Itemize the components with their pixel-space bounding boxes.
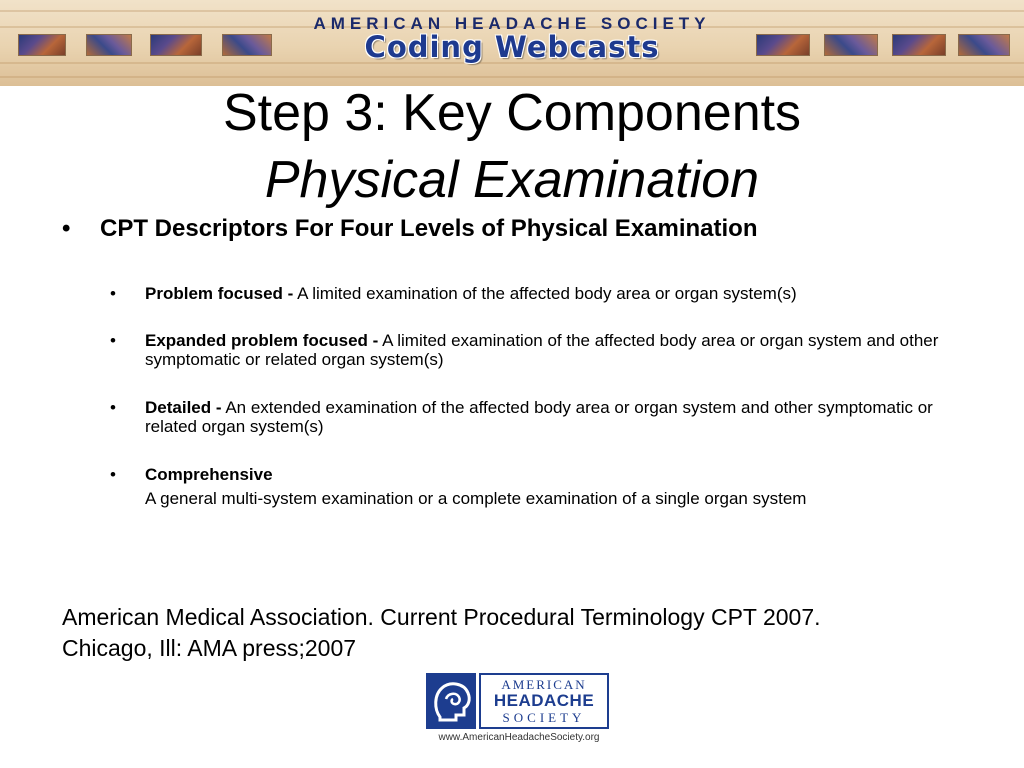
list-item-term: Expanded problem focused - [145, 331, 379, 350]
banner-title: Coding Webcasts [364, 30, 660, 64]
header-banner [0, 0, 1024, 86]
list-item-desc: A general multi-system examination or a complete examination of a single organ system [145, 489, 807, 508]
list-item-desc: A limited examination of the affected body area or organ system(s) [297, 284, 797, 303]
main-bullet-text: CPT Descriptors For Four Levels of Physical Examination [100, 215, 758, 242]
list-item-desc: An extended examination of the affected body area or organ system and other symptomatic or related organ system(s) [145, 398, 933, 436]
bullet-icon: • [62, 215, 71, 242]
list-item-term: Problem focused - [145, 284, 294, 303]
citation-line: Chicago, Ill: AMA press;2007 [62, 635, 357, 661]
logo-text: AMERICAN [501, 677, 587, 692]
citation [62, 602, 962, 664]
main-bullet [62, 214, 758, 244]
bullet-icon: • [110, 284, 116, 303]
list-item-term: Detailed - [145, 398, 222, 417]
list-item [110, 398, 940, 436]
logo-wordmark [479, 673, 609, 729]
bullet-icon: • [110, 465, 116, 484]
list-item [110, 284, 940, 303]
logo-text: HEADACHE [493, 691, 595, 710]
slide-subtitle: Physical Examination [264, 151, 760, 209]
banner-org-name: AMERICAN HEADACHE SOCIETY [313, 14, 711, 33]
slide-title: Step 3: Key Components [222, 84, 802, 142]
head-profile-icon [426, 673, 476, 729]
bullet-icon: • [110, 331, 116, 350]
list-item-desc: A limited examination of the affected body area or organ system and other symptomatic or related organ system(s) [145, 331, 939, 369]
list-item-term: Comprehensive [145, 465, 273, 484]
logo-url: www.AmericanHeadacheSociety.org [438, 732, 600, 743]
list-item [110, 465, 940, 508]
list-item [110, 331, 940, 369]
citation-line: American Medical Association. Current Procedural Terminology CPT 2007. [62, 604, 821, 630]
society-logo [426, 673, 612, 745]
logo-text: SOCIETY [502, 710, 586, 725]
bullet-icon: • [110, 398, 116, 417]
